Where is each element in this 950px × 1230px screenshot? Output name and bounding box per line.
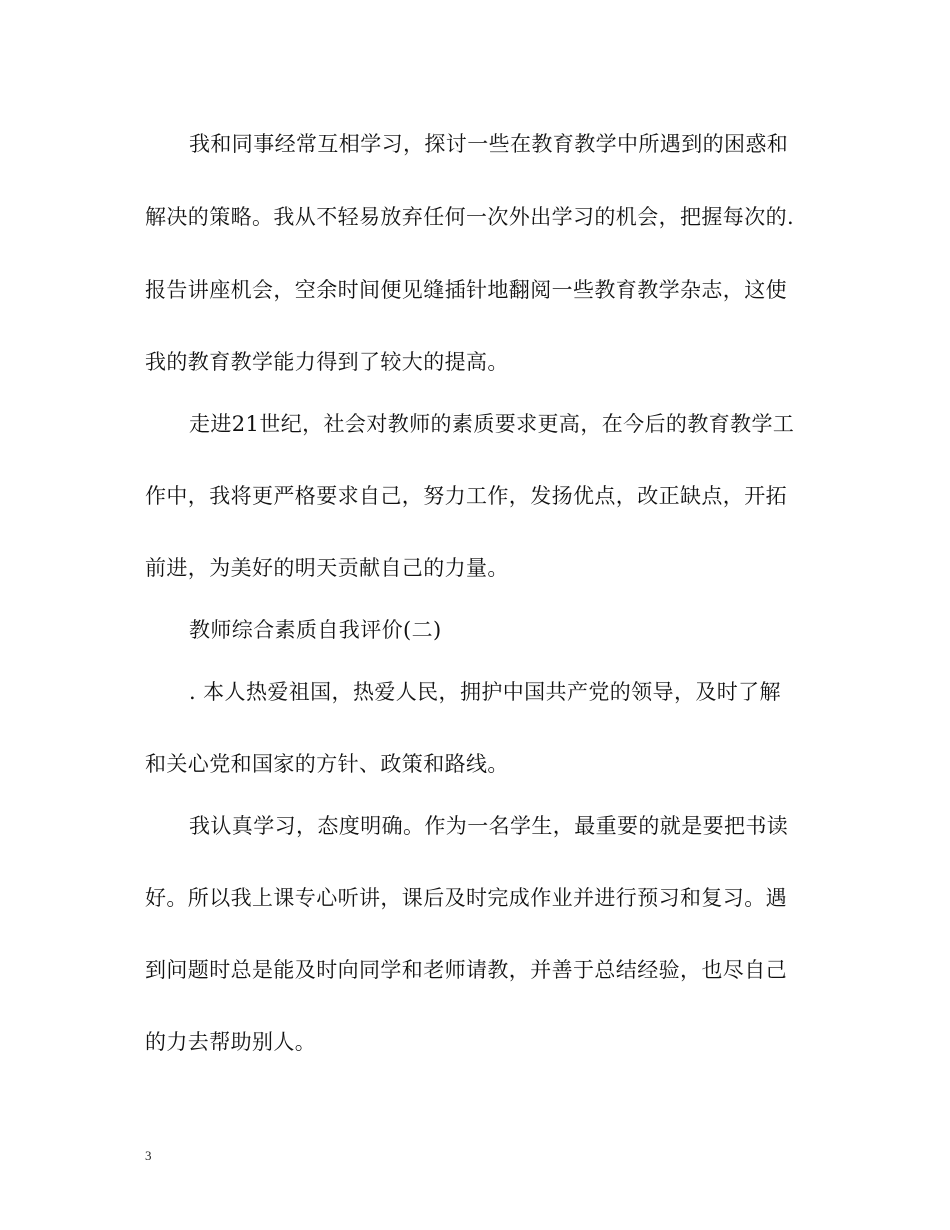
- paragraph-3-line-2: 和关心党和国家的方针、政策和路线。: [145, 752, 509, 776]
- page-number: 3: [145, 1148, 152, 1163]
- paragraph-1-line-1: 我和同事经常互相学习，探讨一些在教育教学中所遇到的困惑和: [189, 132, 789, 156]
- paragraph-2-line-3: 前进，为美好的明天贡献自己的力量。: [145, 556, 509, 580]
- paragraph-2-line-1: 走进21世纪，社会对教师的素质要求更高，在今后的教育教学工: [189, 412, 795, 436]
- paragraph-4-line-1: 我认真学习，态度明确。作为一名学生，最重要的就是要把书读: [189, 814, 789, 838]
- paragraph-1-line-4: 我的教育教学能力得到了较大的提高。: [145, 350, 509, 374]
- paragraph-4-line-2: 好。所以我上课专心听讲，课后及时完成作业并进行预习和复习。遇: [145, 886, 787, 910]
- paragraph-1-line-3: 报告讲座机会，空余时间便见缝插针地翻阅一些教育教学杂志，这使: [145, 278, 787, 302]
- paragraph-4-line-4: 的力去帮助别人。: [145, 1030, 317, 1054]
- paragraph-1-line-2: 解决的策略。我从不轻易放弃任何一次外出学习的机会，把握每次的.: [145, 205, 795, 229]
- paragraph-2-line-2: 作中，我将更严格要求自己，努力工作，发扬优点，改正缺点，开拓: [145, 484, 787, 508]
- paragraph-4-line-3: 到问题时总是能及时向同学和老师请教，并善于总结经验，也尽自己: [145, 958, 787, 982]
- section-heading: 教师综合素质自我评价(二): [189, 618, 442, 642]
- paragraph-3-line-1: . 本人热爱祖国，热爱人民，拥护中国共产党的领导，及时了解: [189, 680, 781, 704]
